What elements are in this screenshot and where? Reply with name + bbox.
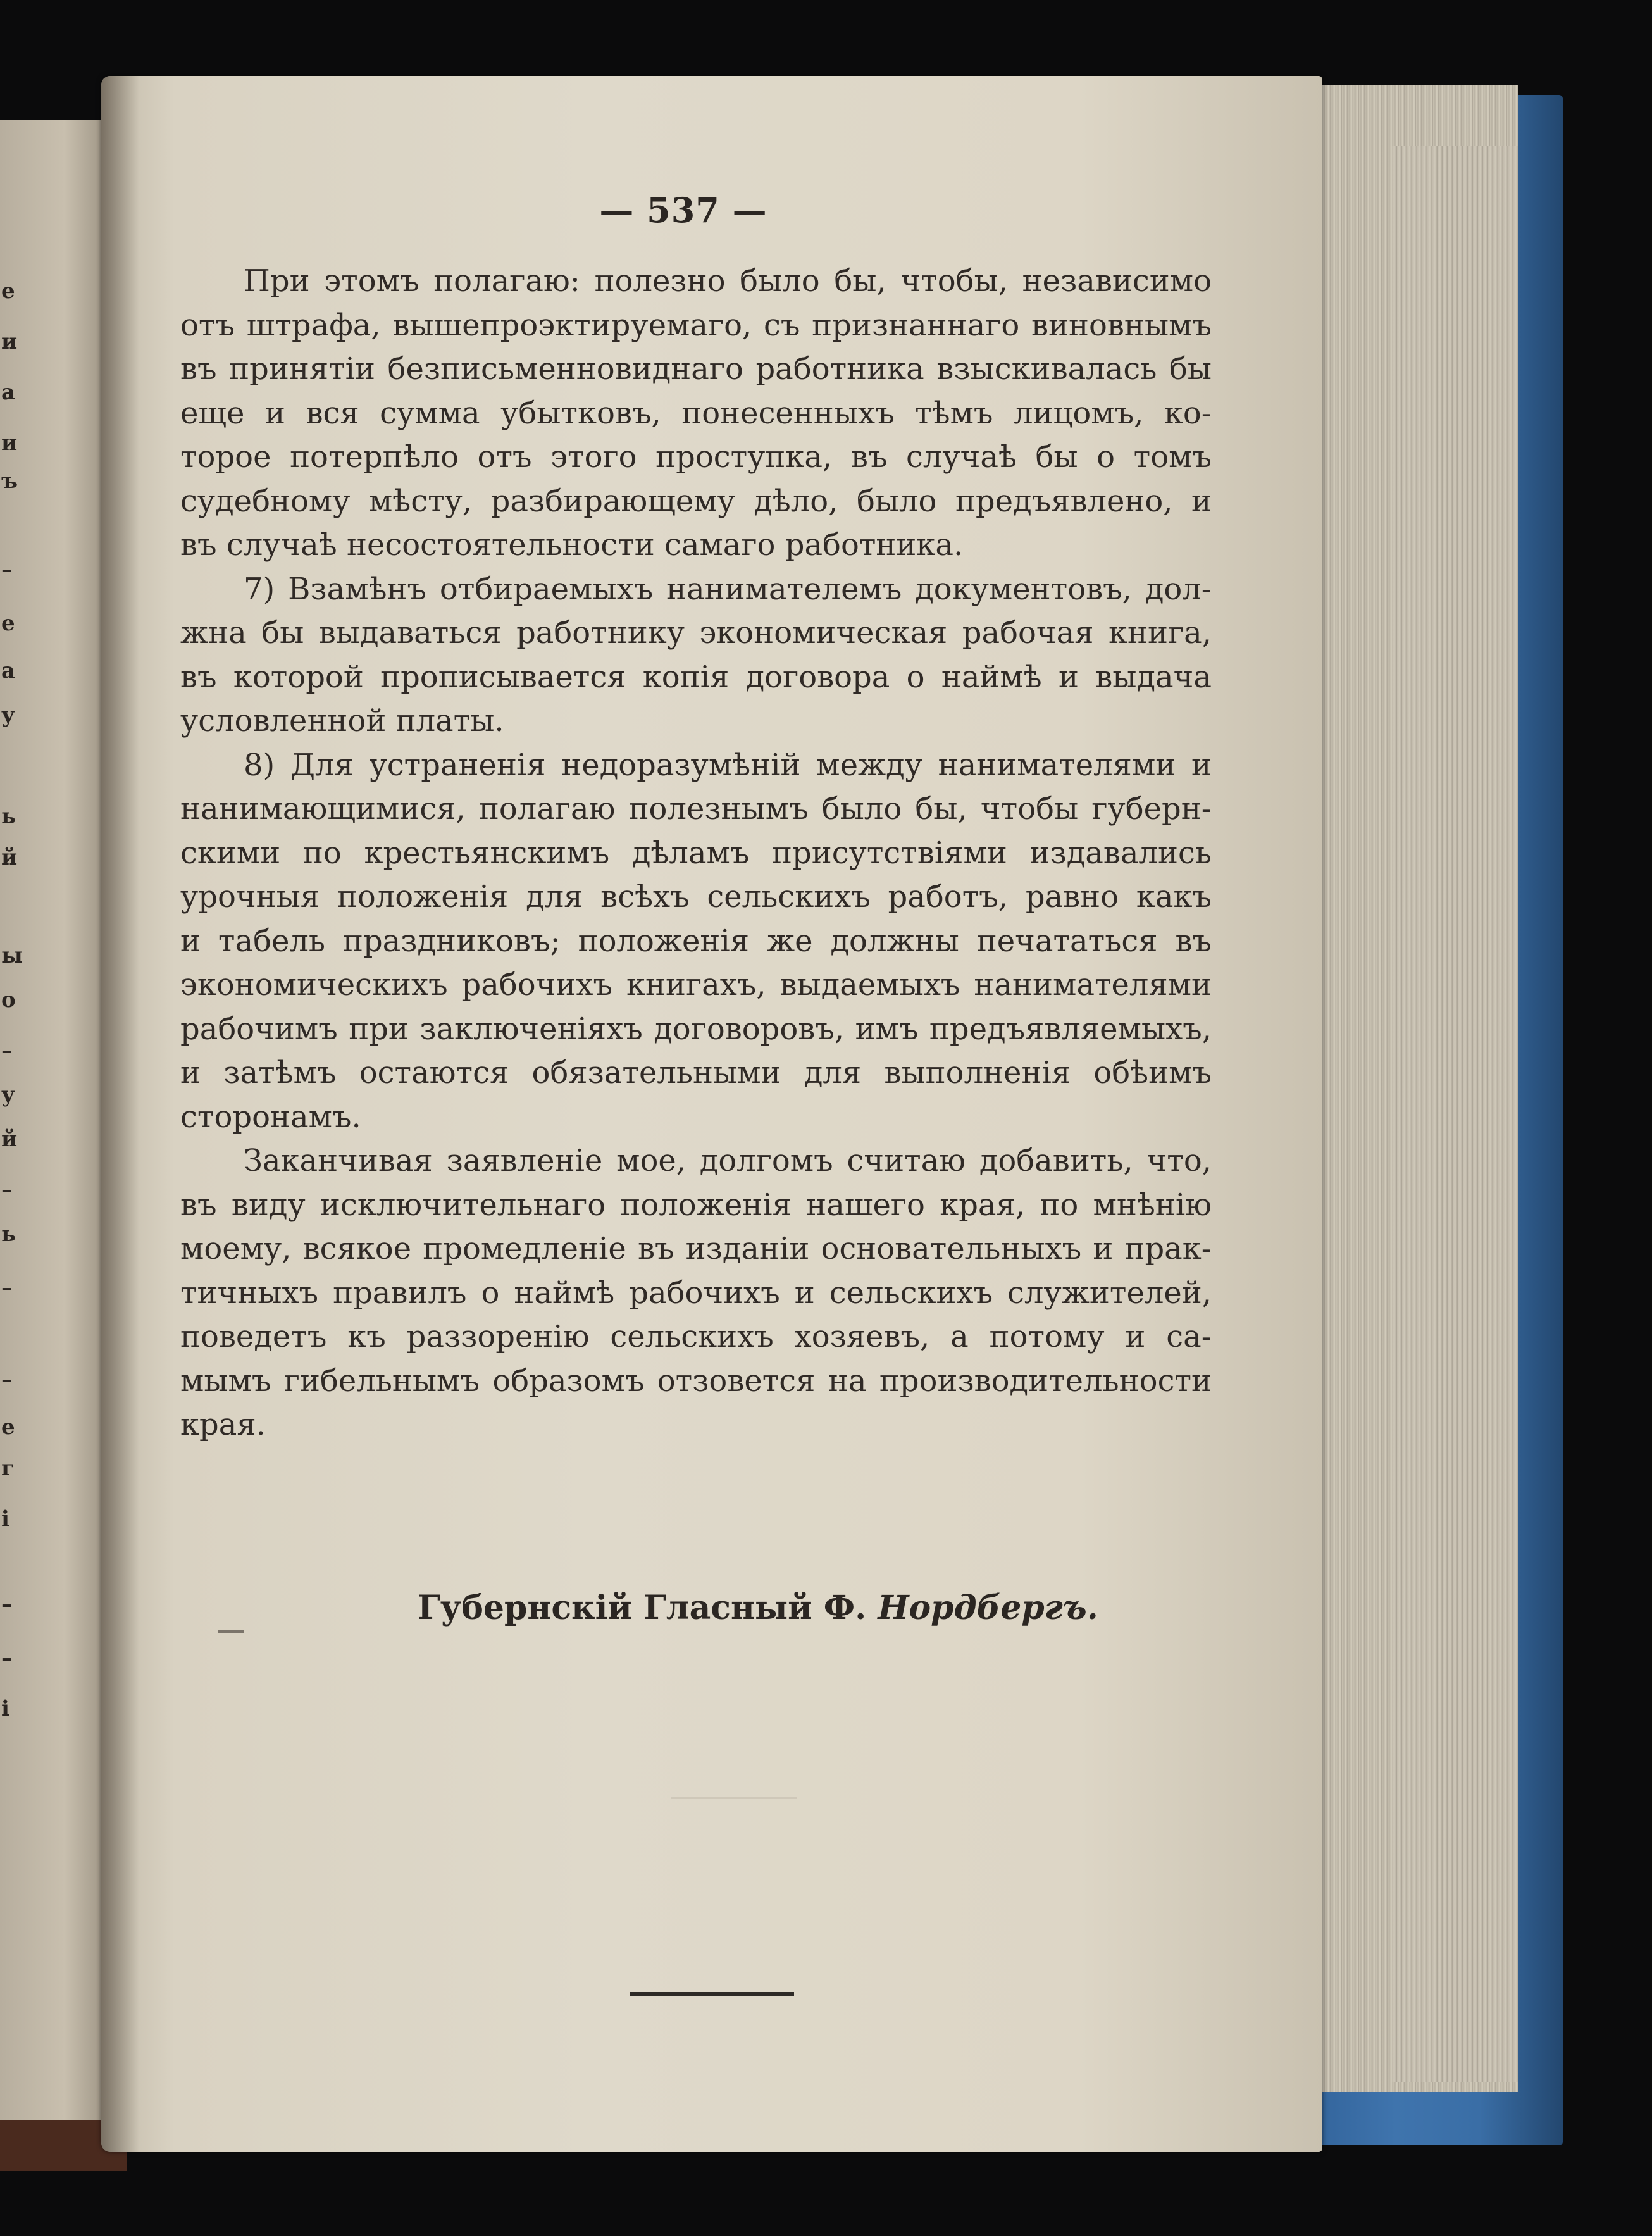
end-rule — [630, 1992, 794, 1996]
text-line: Заканчивая заявленіе мое, долгомъ считаю добавить, что, — [244, 1143, 1212, 1178]
text-line: мымъ гибельнымъ образомъ отзовется на производительности — [180, 1363, 1212, 1399]
previous-page-glyph: ь — [1, 1221, 16, 1247]
page-number: — 537 — — [599, 190, 767, 230]
previous-page-glyph: – — [1, 557, 12, 582]
text-line: поведетъ къ раззоренію сельскихъ хозяевъ, а потому и са- — [180, 1319, 1212, 1354]
text-line: условленной платы. — [180, 703, 504, 739]
previous-page-glyph: – — [1, 1275, 12, 1301]
previous-page-glyph: – — [1, 1038, 12, 1063]
margin-dash — [218, 1630, 244, 1633]
text-line: судебному мѣсту, разбирающему дѣло, было предъявлено, и — [180, 483, 1212, 519]
text-line: нанимающимися, полагаю полезнымъ было бы, чтобы губерн- — [180, 791, 1212, 827]
signature-title: Губернскій Гласный Ф. — [418, 1589, 867, 1627]
previous-page-glyph: ь — [1, 804, 16, 829]
previous-page-glyph: е — [1, 1415, 15, 1440]
previous-page-glyph: й — [1, 845, 18, 870]
text-line: торое потерпѣло отъ этого проступка, въ случаѣ бы о томъ — [180, 439, 1212, 475]
signature — [418, 1589, 1098, 1627]
gutter-shadow — [101, 76, 139, 2152]
text-line: еще и вся сумма убытковъ, понесенныхъ тѣмъ лицомъ, ко- — [180, 395, 1212, 431]
text-line: въ принятіи безписьменновиднаго работника взыскивалась бы — [180, 351, 1212, 387]
previous-page-glyph: е — [1, 611, 15, 636]
text-line: 8) Для устраненія недоразумѣній между нанимателями и — [244, 747, 1212, 783]
previous-page-glyph: – — [1, 1592, 12, 1617]
previous-page-glyph: у — [1, 1082, 15, 1108]
previous-page-glyph: ъ — [1, 468, 18, 494]
text-line: и затѣмъ остаются обязательными для выполненія обѣимъ — [180, 1055, 1212, 1090]
body-text — [180, 259, 1212, 1447]
previous-page-glyph: і — [1, 1506, 9, 1532]
previous-page-glyph: и — [1, 430, 18, 456]
text-line: При этомъ полагаю: полезно было бы, чтобы, независимо — [244, 263, 1212, 299]
previous-page-glyph: – — [1, 1177, 12, 1202]
text-line: скими по крестьянскимъ дѣламъ присутствіями издавались — [180, 835, 1212, 871]
previous-page-glyph: а — [1, 658, 16, 684]
previous-page-glyph: і — [1, 1696, 9, 1721]
text-line: и табель праздниковъ; положенія же должны печататься въ — [180, 923, 1212, 959]
previous-page-glyph: е — [1, 278, 15, 304]
text-line: края. — [180, 1407, 266, 1442]
previous-page — [0, 120, 108, 2120]
text-line: сторонамъ. — [180, 1099, 361, 1135]
text-line: рабочимъ при заключеніяхъ договоровъ, имъ предъявляемыхъ, — [180, 1011, 1212, 1047]
text-line: урочныя положенія для всѣхъ сельскихъ работъ, равно какъ — [180, 879, 1212, 915]
text-line: 7) Взамѣнъ отбираемыхъ нанимателемъ документовъ, дол- — [244, 571, 1212, 607]
text-line: жна бы выдаваться работнику экономическая рабочая книга, — [180, 615, 1212, 651]
previous-page-glyph: о — [1, 987, 16, 1013]
previous-page-glyph: а — [1, 380, 16, 405]
previous-page-glyph: г — [1, 1456, 15, 1481]
text-line: тичныхъ правилъ о наймѣ рабочихъ и сельскихъ служителей, — [180, 1275, 1212, 1311]
previous-page-glyph: и — [1, 329, 18, 354]
page-edges-inner — [1392, 146, 1518, 2082]
previous-page-glyph: – — [1, 1367, 12, 1392]
previous-page-glyph: й — [1, 1127, 18, 1152]
text-line: въ виду исключительнаго положенія нашего края, по мнѣнію — [180, 1187, 1212, 1223]
previous-page-glyph: у — [1, 703, 15, 728]
text-line: въ случаѣ несостоятельности самаго работника. — [180, 527, 964, 563]
previous-page-glyph: ы — [1, 943, 23, 968]
text-line: отъ штрафа, вышепроэктируемаго, съ признаннаго виновнымъ — [180, 307, 1212, 343]
text-line: моему, всякое промедленіе въ изданіи основательныхъ и прак- — [180, 1231, 1212, 1266]
previous-page-glyph: – — [1, 1646, 12, 1671]
text-line: въ которой прописывается копія договора о наймѣ и выдача — [180, 659, 1212, 695]
signature-name: Нордбергъ. — [878, 1589, 1098, 1627]
text-line: экономическихъ рабочихъ книгахъ, выдаемыхъ нанимателями — [180, 967, 1212, 1002]
faint-rule — [671, 1797, 797, 1799]
